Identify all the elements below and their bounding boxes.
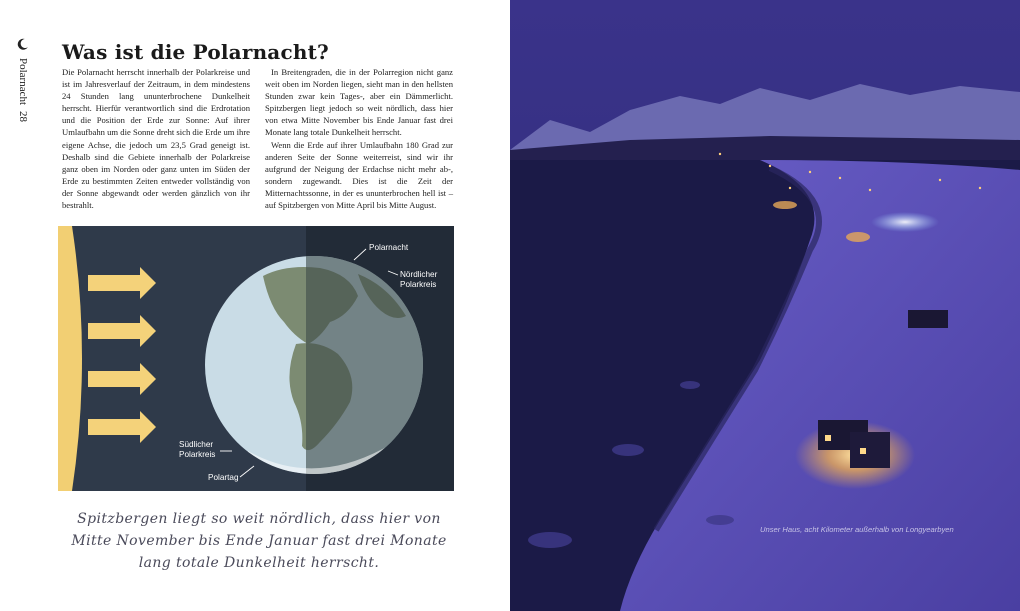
paragraph: In Breitengraden, die in der Polarregion nicht ganz weit oben im Norden liegen, sieht man in den hellsten Stunden zwar kein Tages-, aber ein Dämmerlicht. Spitzbergen liegt jedoch so weit nördlich, dass hier von etwa Mitte November bis Ende Januar fast drei Monate lang totale Dunkelheit herrscht. [265, 67, 453, 138]
photo-caption: Unser Haus, acht Kilometer außerhalb von Longyearbyen [760, 525, 954, 534]
text-column-2 [265, 66, 453, 211]
label-north-circle-2: Polarkreis [400, 280, 437, 289]
polar-night-photo [510, 0, 1020, 611]
label-polarnacht: Polarnacht [369, 243, 409, 252]
paragraph: Wenn die Erde auf ihrer Umlaufbahn 180 Grad zur anderen Seite der Sonne weiterreist, sind wir ihr aufgrund der Neigung der Erdachse nicht mehr ab-, sondern zugewandt. Dies ist die Zeit der Mitternachtssonne, in der es ununterbrochen hell ist – auf Spitzbergen von Mitte April bis Mitte August. [265, 139, 453, 211]
running-head [16, 58, 30, 138]
polar-night-diagram [58, 226, 454, 491]
pull-quote: Spitzbergen liegt so weit nördlich, dass hier von Mitte November bis Ende Januar fast drei Monate lang totale Dunkelheit herrscht. [71, 511, 447, 571]
label-north-circle: Nördlicher [400, 270, 438, 279]
page-number: 28 [17, 111, 29, 123]
label-polartag: Polartag [208, 473, 239, 482]
label-south-circle-2: Polarkreis [179, 450, 216, 459]
running-head-label: Polarnacht [17, 58, 29, 106]
label-south-circle: Südlicher [179, 440, 214, 449]
right-page [510, 0, 1020, 611]
page-title: Was ist die Polarnacht? [62, 40, 329, 64]
moon-icon [17, 38, 29, 50]
text-column-1 [62, 66, 250, 211]
paragraph: Die Polarnacht herrscht innerhalb der Polarkreise und ist im Jahresverlauf der Zeitraum, in dem mindestens 24 Stunden lang ununterbrochene Dunkelheit herrscht. Hierfür verantwortlich sind die Erdrotation und die Position der Erde zur Sonne: Auf ihrer Umlaufbahn um die Sonne dreht sich die Erde um ihre eigene Achse, die jedoch um 23,5 Grad geneigt ist. Deshalb sind die Gebiete innerhalb der Polarkreise ganz oben im Norden oder ganz unten im Süden der Erde zu bestimmten Zeiten entweder vollständig von der Sonne abgewandt oder werden gänzlich von ihr bestrahlt. [62, 67, 250, 211]
